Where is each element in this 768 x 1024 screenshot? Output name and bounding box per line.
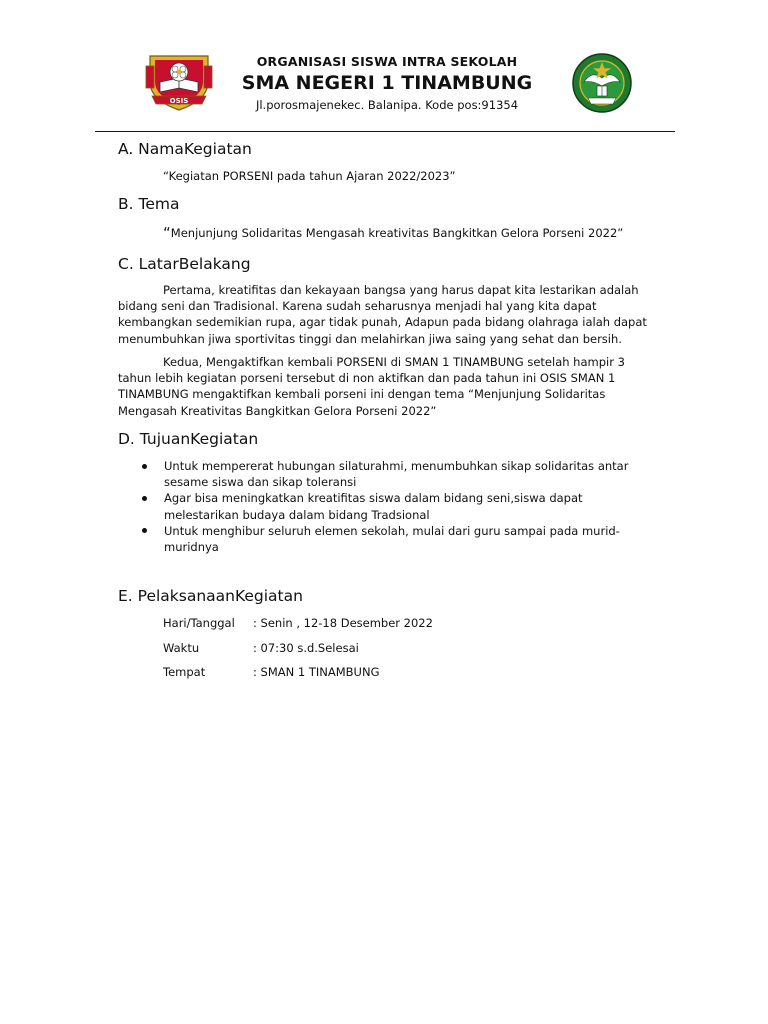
schedule-value: : Senin , 12-18 Desember 2022 xyxy=(253,616,433,630)
schedule-row-place xyxy=(163,664,379,680)
list-item-text: Untuk menghibur seluruh elemen sekolah, mulai dari guru sampai pada murid-muridnya xyxy=(164,523,620,555)
schedule-value: : SMAN 1 TINAMBUNG xyxy=(253,665,380,679)
osis-logo-icon xyxy=(142,52,216,114)
school-logo-icon xyxy=(570,52,634,114)
schedule-row-time xyxy=(163,640,359,656)
school-name: SMA NEGERI 1 TINAMBUNG xyxy=(241,72,533,94)
section-e-heading: E. PelaksanaanKegiatan xyxy=(118,587,303,605)
section-c-paragraph-2: Kedua, Mengaktifkan kembali PORSENI di SMAN 1 TINAMBUNG setelah hampir 3 tahun lebih kegiatan porseni tersebut di non aktifkan dan pada tahun ini OSIS SMAN 1 TINAMBUNG mengaktifkan kembali porseni ini dengan tema “Menjunjung Solidaritas Mengasah Kreativitas Bangkitkan Gelora Porseni 2022” xyxy=(118,355,625,418)
letterhead xyxy=(232,54,542,113)
schedule-label: Hari/Tanggal xyxy=(163,616,235,630)
list-item-text: Untuk mempererat hubungan silaturahmi, menumbuhkan sikap solidaritas antar sesame siswa dan sikap toleransi xyxy=(164,459,629,490)
list-item xyxy=(140,523,660,555)
bullet-icon xyxy=(142,528,147,533)
section-b-text xyxy=(163,225,683,241)
organization-name: ORGANISASI SISWA INTRA SEKOLAH xyxy=(256,54,518,69)
list-item-text: Agar bisa meningkatkan kreatifitas siswa dalam bidang seni,siswa dapat melestarikan budaya dalam bidang Tradsional xyxy=(164,491,583,522)
section-d-heading: D. TujuanKegiatan xyxy=(118,430,259,448)
schedule-row-date xyxy=(163,615,433,631)
section-a-heading: A. NamaKegiatan xyxy=(118,140,252,158)
section-b-heading: B. Tema xyxy=(118,195,180,213)
section-b-theme: Menjunjung Solidaritas Mengasah kreativitas Bangkitkan Gelora Porseni 2022” xyxy=(170,226,624,240)
schedule-label: Tempat xyxy=(163,665,206,679)
letterhead-divider xyxy=(95,131,675,132)
schedule-value: : 07:30 s.d.Selesai xyxy=(253,641,359,655)
bullet-icon xyxy=(142,496,147,501)
bullet-icon xyxy=(142,464,147,469)
section-b-open-quote: “ xyxy=(163,224,171,242)
list-item xyxy=(140,458,660,490)
section-a-text: “Kegiatan PORSENI pada tahun Ajaran 2022/2023” xyxy=(163,169,456,183)
school-address: Jl.porosmajenekec. Balanipa. Kode pos:91354 xyxy=(255,98,519,112)
osis-logo-text: OSIS xyxy=(169,97,189,105)
schedule-label: Waktu xyxy=(163,641,200,655)
list-item xyxy=(140,490,660,522)
section-c-heading: C. LatarBelakang xyxy=(118,255,251,273)
section-c-paragraph-1: Pertama, kreatifitas dan kekayaan bangsa yang harus dapat kita lestarikan adalah bidang seni dan Tradisional. Karena sudah seharusnya menjadi hal yang kita dapat kembangkan sedemikian rupa, agar tidak punah, Adapun pada bidang olahraga ialah dapat menumbuhkan jiwa sportivitas tinggi dan melahirkan jiwa saing yang sehat dan bersih. xyxy=(118,283,647,346)
objectives-list xyxy=(140,458,660,555)
